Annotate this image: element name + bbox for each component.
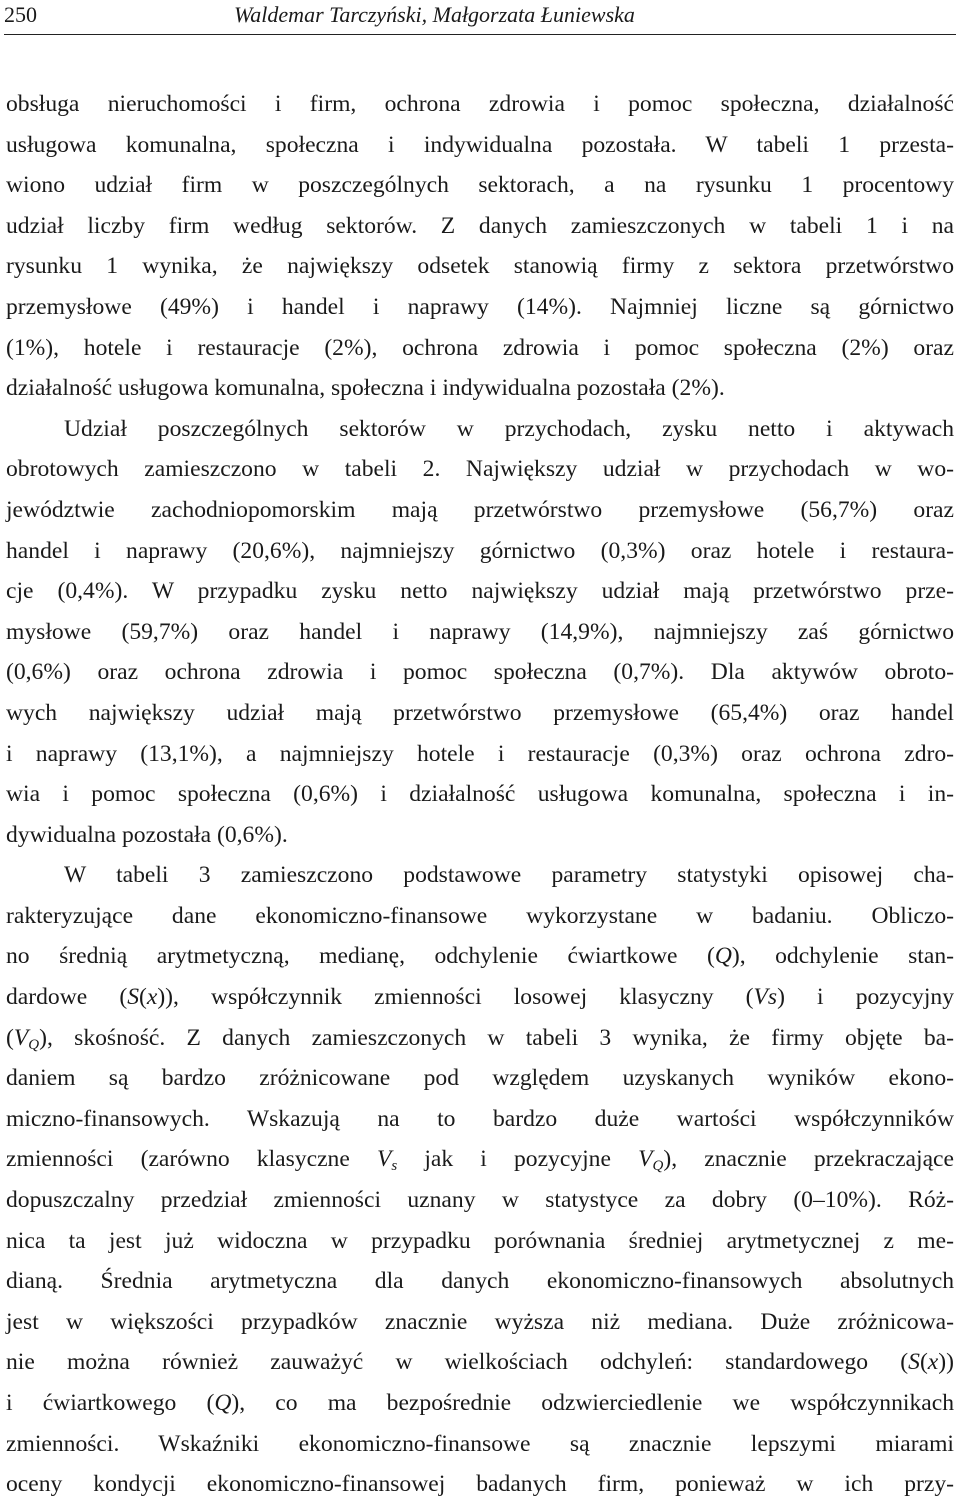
text-run: ( — [6, 1024, 14, 1051]
text-line: dywidualna pozostała (0,6%). — [6, 821, 288, 848]
text-line: mysłowe (59,7%) oraz handel i naprawy (14,9%), najmniejszy zaś górnictwo — [6, 618, 954, 645]
text-line: działalność usługowa komunalna, społeczna i indywidualna pozostała (2%). — [6, 375, 725, 402]
text-line — [6, 1342, 954, 1383]
symbol-s: S — [127, 984, 139, 1011]
text-line: wiono udział firm w poszczególnych sektorach, a na rysunku 1 procentowy — [6, 172, 954, 199]
text-line: handel i naprawy (20,6%), najmniejszy górnictwo (0,3%) oraz hotele i restaura- — [6, 537, 954, 564]
text-run: nie można również zauważyć w wielkościach odchyleń: standardowego ( — [6, 1349, 909, 1376]
text-line: oceny kondycji ekonomiczno-finansowej badanych firm, ponieważ w ich przy- — [6, 1471, 954, 1498]
symbol-x: x — [146, 984, 158, 1011]
text-line: (1%), hotele i restauracje (2%), ochrona zdrowia i pomoc społeczna (2%) oraz — [6, 334, 954, 361]
paragraph-3 — [6, 855, 954, 1505]
text-run: jak i pozycyjne — [397, 1146, 639, 1173]
text-line — [6, 1383, 954, 1424]
text-line: Udział poszczególnych sektorów w przychodach, zysku netto i aktywach — [64, 415, 954, 442]
symbol-v: V — [376, 1146, 392, 1173]
text-line: przemysłowe (49%) i handel i naprawy (14%). Najmniej liczne są górnictwo — [6, 293, 954, 320]
running-title: Waldemar Tarczyński, Małgorzata Łuniewska — [234, 2, 635, 27]
text-run: zmienności (zarówno klasyczne — [6, 1146, 377, 1173]
text-line: rakteryzujące dane ekonomiczno-finansowe wykorzystane w badaniu. Obliczo- — [6, 902, 954, 929]
text-line: nica ta jest już widoczna w przypadku porównania średniej arytmetycznej z me- — [6, 1227, 954, 1254]
symbol-q: Q — [714, 943, 732, 970]
text-line: wia i pomoc społeczna (0,6%) i działalność usługowa komunalna, społeczna i in- — [6, 781, 954, 808]
text-line — [6, 1018, 954, 1059]
text-line: (0,6%) oraz ochrona zdrowia i pomoc społeczna (0,7%). Dla aktywów obroto- — [6, 659, 954, 686]
paragraph-2 — [6, 409, 954, 856]
text-run: ), skośność. Z danych zamieszczonych w tabeli 3 wynika, że firmy objęte ba- — [39, 1024, 954, 1051]
text-run: ( — [919, 1349, 928, 1376]
symbol-s: S — [908, 1349, 920, 1376]
text-run: ), znacznie przekraczające — [663, 1146, 954, 1173]
text-line: dopuszczalny przedział zmienności uznany w statystyce za dobry (0–10%). Róż- — [6, 1187, 954, 1214]
subscript-q: Q — [652, 1158, 664, 1175]
text-line: rysunku 1 wynika, że największy odsetek stanowią firmy z sektora przetwórstwo — [6, 253, 954, 280]
symbol-x: x — [927, 1349, 939, 1376]
symbol-q: Q — [214, 1390, 232, 1416]
text-line: daniem są bardzo zróżnicowane pod względem uzyskanych wyników ekono- — [6, 1065, 954, 1092]
symbol-vs: Vs — [753, 984, 778, 1011]
text-line: jewództwie zachodniopomorskim mają przetwórstwo przemysłowe (56,7%) oraz — [6, 496, 954, 523]
text-run: ( — [138, 984, 147, 1011]
subscript-s: s — [391, 1158, 398, 1175]
text-line: cje (0,4%). W przypadku zysku netto największy udział mają przetwórstwo prze- — [6, 578, 954, 605]
page-header — [4, 0, 956, 35]
text-run: no średnią arytmetyczną, medianę, odchylenie ćwiartkowe ( — [6, 943, 715, 970]
subscript-q: Q — [28, 1036, 40, 1053]
page-number: 250 — [4, 2, 37, 27]
text-run: , współczynnik zmienności losowej klasyczny ( — [173, 984, 754, 1011]
text-run: ), odchylenie stan- — [731, 943, 954, 970]
text-run: i ćwiartkowego ( — [6, 1390, 215, 1416]
text-run: )) — [938, 1349, 954, 1376]
text-line: miczno-finansowych. Wskazują na to bardzo duże wartości współczynników — [6, 1105, 954, 1132]
text-line: udział liczby firm według sektorów. Z danych zamieszczonych w tabeli 1 i na — [6, 212, 954, 239]
text-run: )) — [157, 984, 174, 1011]
text-line: zmienności. Wskaźniki ekonomiczno-finansowe są znacznie lepszymi miarami — [6, 1430, 954, 1457]
text-run: dardowe ( — [6, 984, 128, 1011]
text-line: wych największy udział mają przetwórstwo przemysłowe (65,4%) oraz handel — [6, 699, 954, 726]
text-line: dianą. Średnia arytmetyczna dla danych ekonomiczno-finansowych absolutnych — [6, 1268, 954, 1295]
text-run: ), co ma bezpośrednie odzwierciedlenie we współczynnikach — [231, 1390, 954, 1416]
text-line: usługowa komunalna, społeczna i indywidualna pozostała. W tabeli 1 przesta- — [6, 131, 954, 158]
symbol-v: V — [638, 1146, 653, 1173]
text-line: obrotowych zamieszczono w tabeli 2. Największy udział w przychodach w wo- — [6, 456, 954, 483]
text-line: obsługa nieruchomości i firm, ochrona zdrowia i pomoc społeczna, działalność — [6, 91, 954, 117]
paragraph-1 — [6, 84, 954, 409]
symbol-v: V — [13, 1024, 29, 1051]
text-line: i naprawy (13,1%), a najmniejszy hotele i restauracje (0,3%) oraz ochrona zdro- — [6, 740, 954, 767]
body-text — [6, 84, 954, 1505]
text-line: W tabeli 3 zamieszczono podstawowe parametry statystyki opisowej cha- — [64, 862, 954, 889]
text-line: jest w większości przypadków znacznie wyższa niż mediana. Duże zróżnicowa- — [6, 1308, 954, 1335]
text-run: ) i pozycyjny — [777, 984, 954, 1011]
text-line — [6, 1139, 954, 1180]
text-line — [6, 977, 954, 1018]
text-line — [6, 936, 954, 977]
